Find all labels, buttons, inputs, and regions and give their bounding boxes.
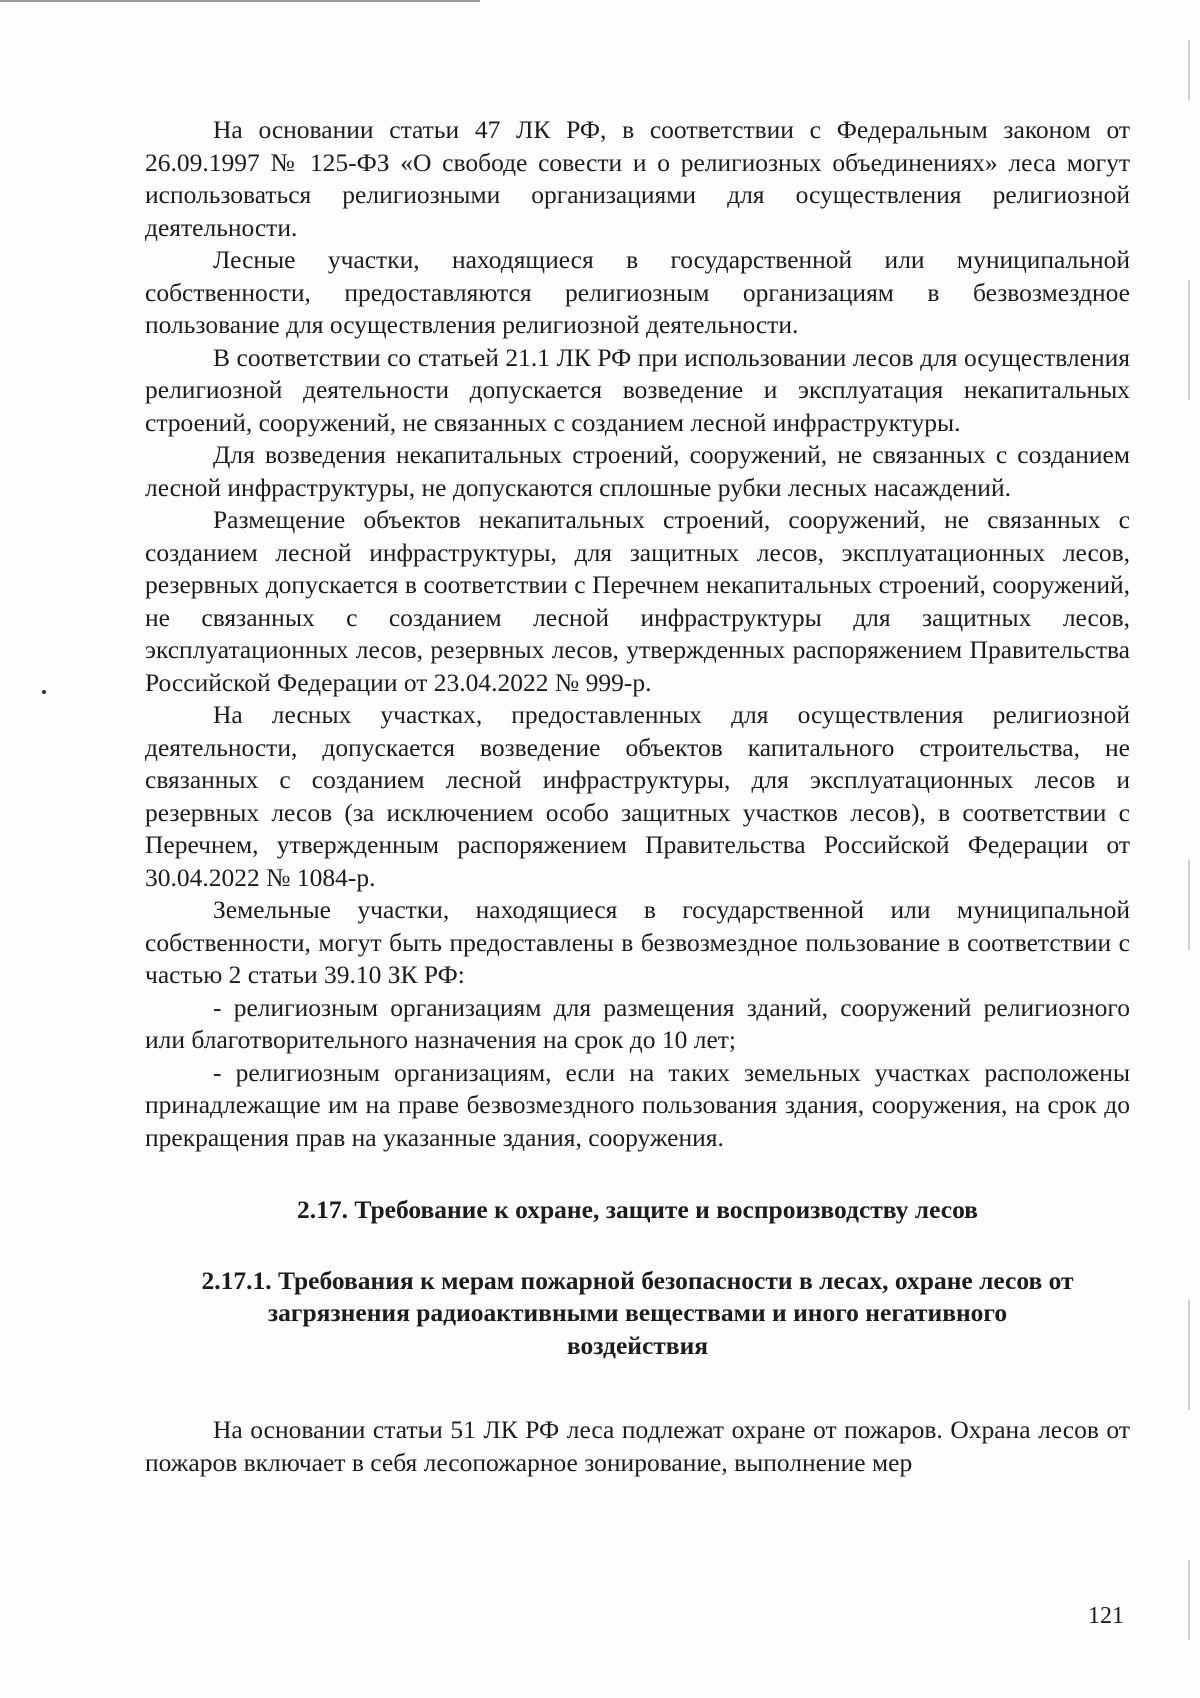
subsection-heading-line: воздействия [566, 1330, 709, 1360]
list-item: - религиозным организациям для размещения зданий, сооружений религиозного или благотворительного назначения на срок до 10 лет; [145, 992, 1130, 1054]
body-paragraph: Для возведения некапитальных строений, сооружений, не связанных с созданием лесной инфраструктуры, не допускаются сплошные рубки лесных насаждений. [145, 440, 1130, 502]
scan-edge-mark [1188, 280, 1190, 400]
body-paragraph: На лесных участках, предоставленных для осуществления религиозной деятельности, допускается возведение объектов капитального строительства, не связанных с созданием лесной инфраструктуры, для эксплуатационных лесов и резервных лесов (за исключением особо защитных участков лесов), в соответствии с Перечнем, утвержденным распоряжением Правительства Российской Федерации от 30.04.2022 № 1084-р. [145, 700, 1130, 892]
scan-edge-mark [1188, 40, 1190, 100]
page-number: 121 [1088, 1603, 1124, 1629]
body-paragraph: Земельные участки, находящиеся в государственной или муниципальной собственности, могут быть предоставлены в безвозмездное пользование в соответствии с частью 2 статьи 39.10 ЗК РФ: [145, 895, 1130, 989]
body-paragraph: На основании статьи 51 ЛК РФ леса подлежат охране от пожаров. Охрана лесов от пожаров включает в себя лесопожарное зонирование, выполнение мер [145, 1415, 1130, 1477]
document-body [145, 114, 1130, 1479]
body-paragraph: В соответствии со статьей 21.1 ЛК РФ при использовании лесов для осуществления религиозной деятельности допускается возведение и эксплуатация некапитальных строений, сооружений, не связанных с созданием лесной инфраструктуры. [145, 342, 1130, 437]
scan-speck [42, 690, 46, 694]
body-paragraph: Размещение объектов некапитальных строений, сооружений, не связанных с созданием лесной инфраструктуры, для защитных лесов, эксплуатационных лесов, резервных допускается в соответствии с Перечнем некапитальных строений, сооружений, не связанных с созданием лесной инфраструктуры для защитных лесов, эксплуатационных лесов, резервных лесов, утвержденных распоряжением Правительства Российской Федерации от 23.04.2022 № 999-р. [145, 505, 1130, 697]
scan-edge-mark [1188, 1560, 1190, 1640]
top-scan-rule [0, 0, 480, 2]
list-item: - религиозным организациям, если на таких земельных участках расположены принадлежащие им на праве безвозмездного пользования здания, сооружения, на срок до прекращения прав на указанные здания, сооружения. [145, 1057, 1130, 1152]
subsection-heading-line: загрязнения радиоактивными веществами и иного негативного [267, 1298, 1008, 1327]
body-paragraph: На основании статьи 47 ЛК РФ, в соответствии с Федеральным законом от 26.09.1997 № 125-ФЗ «О свободе совести и о религиозных объединениях» леса могут использоваться религиозными организациями для осуществления религиозной деятельности. [145, 115, 1130, 242]
subsection-heading-line: 2.17.1. Требования к мерам пожарной безопасности в лесах, охране лесов от [201, 1265, 1074, 1295]
body-paragraph: Лесные участки, находящиеся в государственной или муниципальной собственности, предоставляются религиозным организациям в безвозмездное пользование для осуществления религиозной деятельности. [145, 245, 1130, 339]
scan-edge-mark [1188, 1300, 1190, 1410]
section-heading: 2.17. Требование к охране, защите и воспроизводству лесов [297, 1195, 978, 1224]
subsection-heading [145, 1265, 1130, 1363]
scan-edge-mark [1188, 860, 1190, 950]
